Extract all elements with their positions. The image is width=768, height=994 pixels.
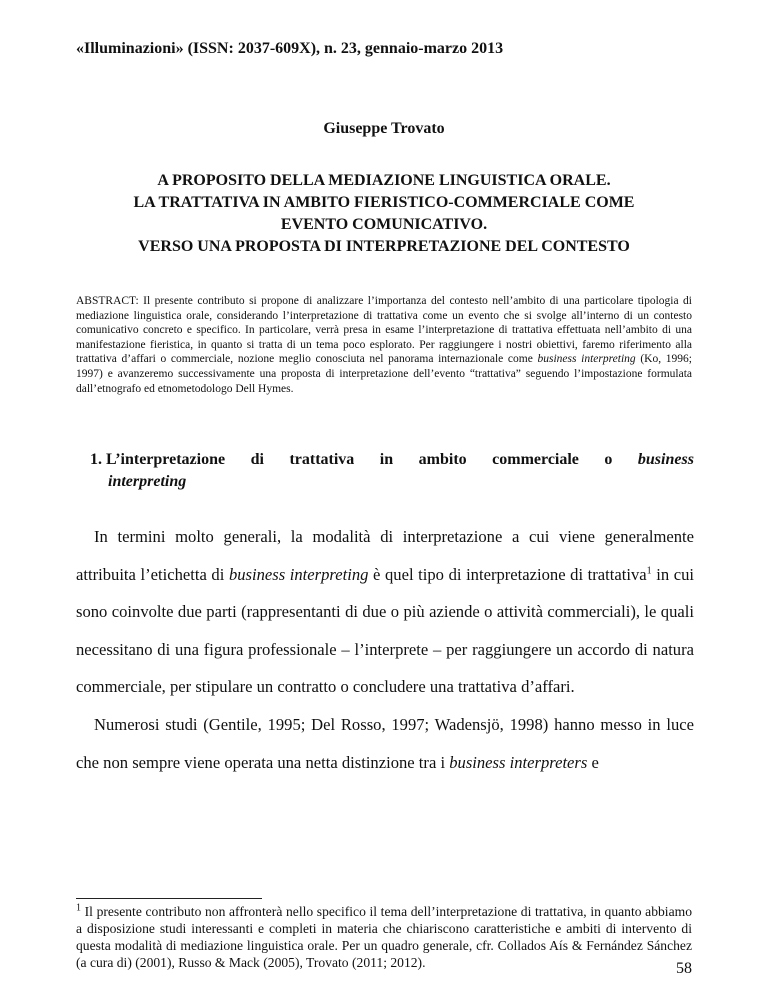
- page-number: 58: [676, 960, 692, 977]
- section-number: 1.: [90, 451, 102, 468]
- abstract-text-end: (Ko, 1996; 1997) e avanzeremo successivamente una proposta di interpretazione dell’evento “trattativa” seguendo l’impostazione formulata dall’etnografo ed etnometodologo Dell Hymes.: [76, 353, 692, 395]
- author-name: Giuseppe Trovato: [323, 120, 445, 137]
- footnote-ref[interactable]: 1: [646, 565, 652, 577]
- paragraph-text: e: [587, 752, 599, 772]
- italic-term: business interpreting: [228, 564, 369, 584]
- paragraph-text: è quel tipo di interpretazione di trattativa: [368, 564, 647, 584]
- section-word: o: [604, 451, 613, 468]
- italic-term: business interpreters: [449, 752, 588, 772]
- abstract: [76, 294, 692, 396]
- paragraph-text: in cui sono coinvolte due parti (rappresentanti di due o più aziende o attività commerciali), le quali necessitano di una figura professionale – l’interprete – per raggiungere un accordo di natura commerciale, per stipulare un contratto o concludere una trattativa d’affari.: [76, 564, 695, 697]
- running-header: «Illuminazioni» (ISSN: 2037-609X), n. 23, gennaio-marzo 2013: [76, 40, 504, 57]
- section-word: di: [250, 451, 264, 468]
- section-heading-line-1: [90, 449, 694, 471]
- section-heading-first: [90, 449, 225, 471]
- abstract-italic-term: business interpreting: [537, 353, 636, 366]
- article-title: [70, 170, 698, 258]
- section-heading: [90, 449, 694, 493]
- section-word-italic: business: [637, 451, 694, 468]
- abstract-text: ABSTRACT: Il presente contributo si propone di analizzare l’importanza del contesto nell’ambito di una particolare tipologia di mediazione linguistica orale, considerando l’interpretazione di trattativa come un evento che si svolge all’interno di un contesto comunicativo concreto e specifico. In particolare, verrà presa in esame l’interpretazione di trattativa effettuata nell’ambito di una manifestazione fieristica, in quanto si tratta di un tema poco esplorato. Per raggiungere i nostri obiettivi, faremo riferimento alla trattativa d’affari o commerciale, nozione meglio conosciuta nel panorama internazionale come: [76, 295, 692, 366]
- footnote-separator: [76, 898, 262, 899]
- section-word: commerciale: [492, 451, 579, 468]
- footnote-marker: 1: [76, 902, 81, 914]
- paragraph-text: In termini molto generali, la modalità di interpretazione a cui viene generalmente attribuita l’etichetta di: [76, 527, 694, 584]
- section-word: in: [379, 451, 394, 468]
- section-word: L’interpretazione: [106, 451, 226, 468]
- paragraph-2: [76, 706, 694, 781]
- paragraph-text: Numerosi studi (Gentile, 1995; Del Rosso, 1997; Wadensjö, 1998) hanno messo in luce che non sempre viene operata una netta distinzione tra i: [76, 714, 694, 772]
- title-line: VERSO UNA PROPOSTA DI INTERPRETAZIONE DEL CONTESTO: [138, 238, 630, 255]
- title-line: A PROPOSITO DELLA MEDIAZIONE LINGUISTICA ORALE.: [157, 172, 611, 189]
- title-line: EVENTO COMUNICATIVO.: [280, 216, 488, 233]
- body-text: [76, 518, 694, 781]
- section-word: ambito: [418, 451, 467, 468]
- section-word: trattativa: [289, 451, 355, 468]
- footnote-text: Il presente contributo non affronterà nello specifico il tema dell’interpretazione di trattativa, in quanto abbiamo a disposizione studi interessanti e completi in materia che chiariscono caratteristiche e ambiti di intervento di questa modalità di mediazione linguistica orale. Per un quadro generale, cfr. Collados Aís & Fernández Sánchez (a cura di) (2001), Russo & Mack (2005), Trovato (2011; 2012).: [76, 904, 692, 970]
- section-heading-line-2: interpreting: [108, 473, 187, 490]
- paragraph-1: [76, 518, 694, 706]
- title-line: LA TRATTATIVA IN AMBITO FIERISTICO-COMMERCIALE COME: [133, 194, 635, 211]
- footnote: [76, 903, 692, 971]
